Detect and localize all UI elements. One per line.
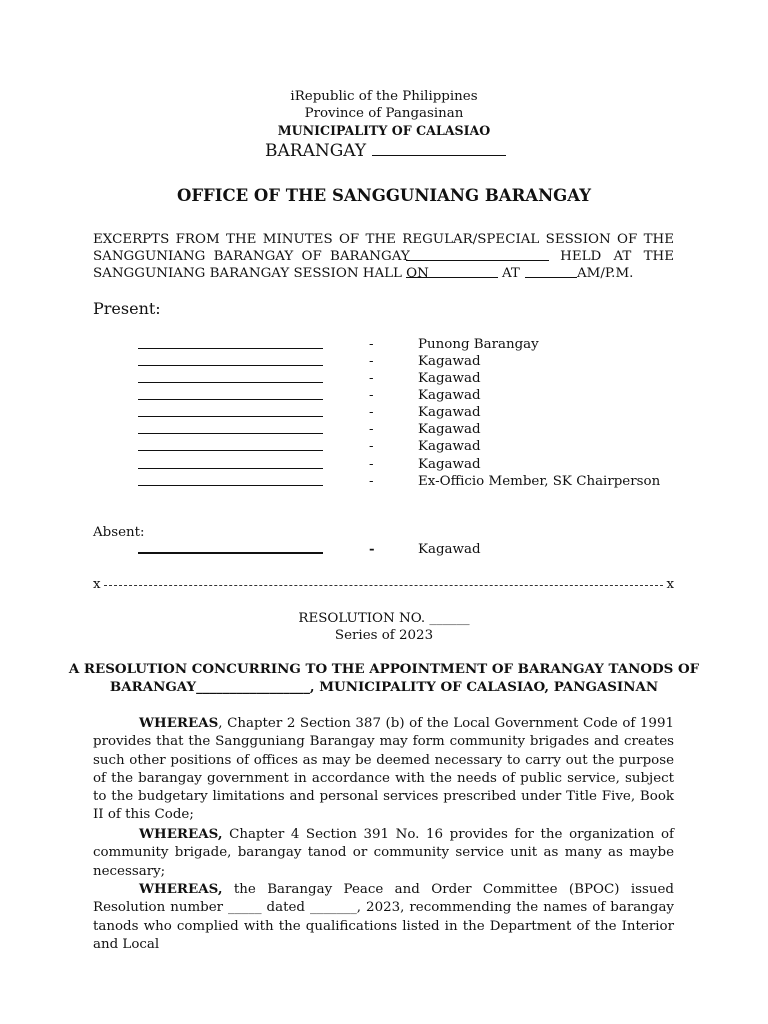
- municipality-line: MUNICIPALITY OF CALASIAO: [277, 123, 491, 138]
- position-label: Kagawad: [418, 354, 481, 369]
- attendance-row: [0, 438, 768, 455]
- separator-dashes: [104, 585, 663, 586]
- paragraph-text: Chapter 4 Section 391 No. 16 provides for the organization of community brigade, barangay tanod or community service unit as many as maybe necessary;: [93, 827, 674, 879]
- position-label: Punong Barangay: [418, 337, 539, 352]
- dash: -: [369, 371, 374, 386]
- separator: [93, 576, 674, 593]
- attendance-row: [0, 387, 768, 404]
- barangay-name-blank: [406, 260, 549, 261]
- barangay-line: [265, 141, 506, 161]
- attendance-row: [0, 473, 768, 490]
- position-label: Kagawad: [418, 371, 481, 386]
- separator-right: x: [666, 577, 674, 592]
- signature-line: [138, 468, 323, 469]
- signature-line: [138, 485, 323, 486]
- signature-line: [138, 348, 323, 349]
- paragraph-text: the Barangay Peace and Order Committee (BPOC) issued Resolution number _____ dated _______, 2023, recommending the names of barangay tanods who complied with the qualifications listed in the Department of the Interior and Local: [93, 882, 674, 952]
- attendance-row: [0, 353, 768, 370]
- signature-line: [138, 365, 323, 366]
- dash: -: [369, 405, 374, 420]
- excerpts-line-3: [93, 265, 674, 282]
- dash: -: [369, 337, 374, 352]
- excerpts-line-3-a: SANGGUNIANG BARANGAY SESSION HALL ON: [93, 266, 429, 281]
- position-label: Kagawad: [418, 457, 481, 472]
- signature-line: [138, 416, 323, 417]
- resolution-title-line-1: A RESOLUTION CONCURRING TO THE APPOINTMENT OF BARANGAY TANODS OF: [68, 661, 700, 677]
- excerpts-line-2: [93, 248, 674, 265]
- barangay-label: BARANGAY: [265, 141, 367, 161]
- absent-row: [0, 541, 768, 558]
- whereas-keyword: WHEREAS: [139, 715, 219, 731]
- dash: -: [369, 541, 375, 557]
- attendance-row: [0, 370, 768, 387]
- excerpts-line-1: EXCERPTS FROM THE MINUTES OF THE REGULAR/SPECIAL SESSION OF THE: [93, 232, 674, 247]
- signature-line: [138, 450, 323, 451]
- signature-line: [138, 382, 323, 383]
- whereas-keyword: WHEREAS,: [139, 826, 223, 842]
- dash: -: [369, 354, 374, 369]
- whereas-keyword: WHEREAS,: [139, 881, 223, 897]
- dash: -: [369, 388, 374, 403]
- excerpts-line-2-b: HELD AT THE: [560, 249, 674, 264]
- position-label: Kagawad: [418, 439, 481, 454]
- attendance-row: [0, 404, 768, 421]
- whereas-paragraph-1: [93, 714, 674, 825]
- position-label: Kagawad: [418, 405, 481, 420]
- signature-line: [138, 552, 323, 554]
- resolution-number: RESOLUTION NO. ______: [298, 611, 470, 626]
- whereas-paragraph-2: [93, 825, 674, 881]
- absent-label: Absent:: [93, 525, 145, 540]
- signature-line: [138, 399, 323, 400]
- resolution-series: Series of 2023: [334, 628, 434, 643]
- excerpts-line-3-c: AM/P.M.: [577, 266, 634, 281]
- signature-line: [138, 433, 323, 434]
- whereas-paragraph-3: [93, 880, 674, 954]
- session-time-blank: [525, 277, 577, 278]
- republic-line: iRepublic of the Philippines: [290, 89, 478, 104]
- excerpts-line-3-b: AT: [502, 266, 520, 281]
- paragraph-text: , Chapter 2 Section 387 (b) of the Local Government Code of 1991 provides that the Sangguniang Barangay may form community brigades and creates such other positions of offices as may be deemed necessary to carry out the purpose of the barangay government in accordance with the needs of public service, subject to the budgetary limitations and personal services prescribed under Title Five, Book II of this Code;: [93, 716, 674, 823]
- dash: -: [369, 422, 374, 437]
- barangay-blank: [372, 141, 506, 156]
- province-line: Province of Pangasinan: [304, 106, 464, 121]
- position-label: Kagawad: [418, 542, 481, 557]
- present-label: Present:: [93, 299, 161, 318]
- attendance-row: [0, 336, 768, 353]
- position-label: Kagawad: [418, 422, 481, 437]
- excerpts-line-2-a: SANGGUNIANG BARANGAY OF BARANGAY: [93, 249, 410, 264]
- office-title: OFFICE OF THE SANGGUNIANG BARANGAY: [176, 186, 592, 205]
- session-date-blank: [406, 277, 498, 278]
- dash: -: [369, 457, 374, 472]
- position-label: Ex-Officio Member, SK Chairperson: [418, 474, 661, 489]
- attendance-row: [0, 456, 768, 473]
- dash: -: [369, 439, 374, 454]
- resolution-title-line-2: BARANGAY_________________, MUNICIPALITY OF CALASIAO, PANGASINAN: [109, 679, 659, 695]
- separator-left: x: [93, 577, 101, 592]
- position-label: Kagawad: [418, 388, 481, 403]
- attendance-row: [0, 421, 768, 438]
- dash: -: [369, 474, 374, 489]
